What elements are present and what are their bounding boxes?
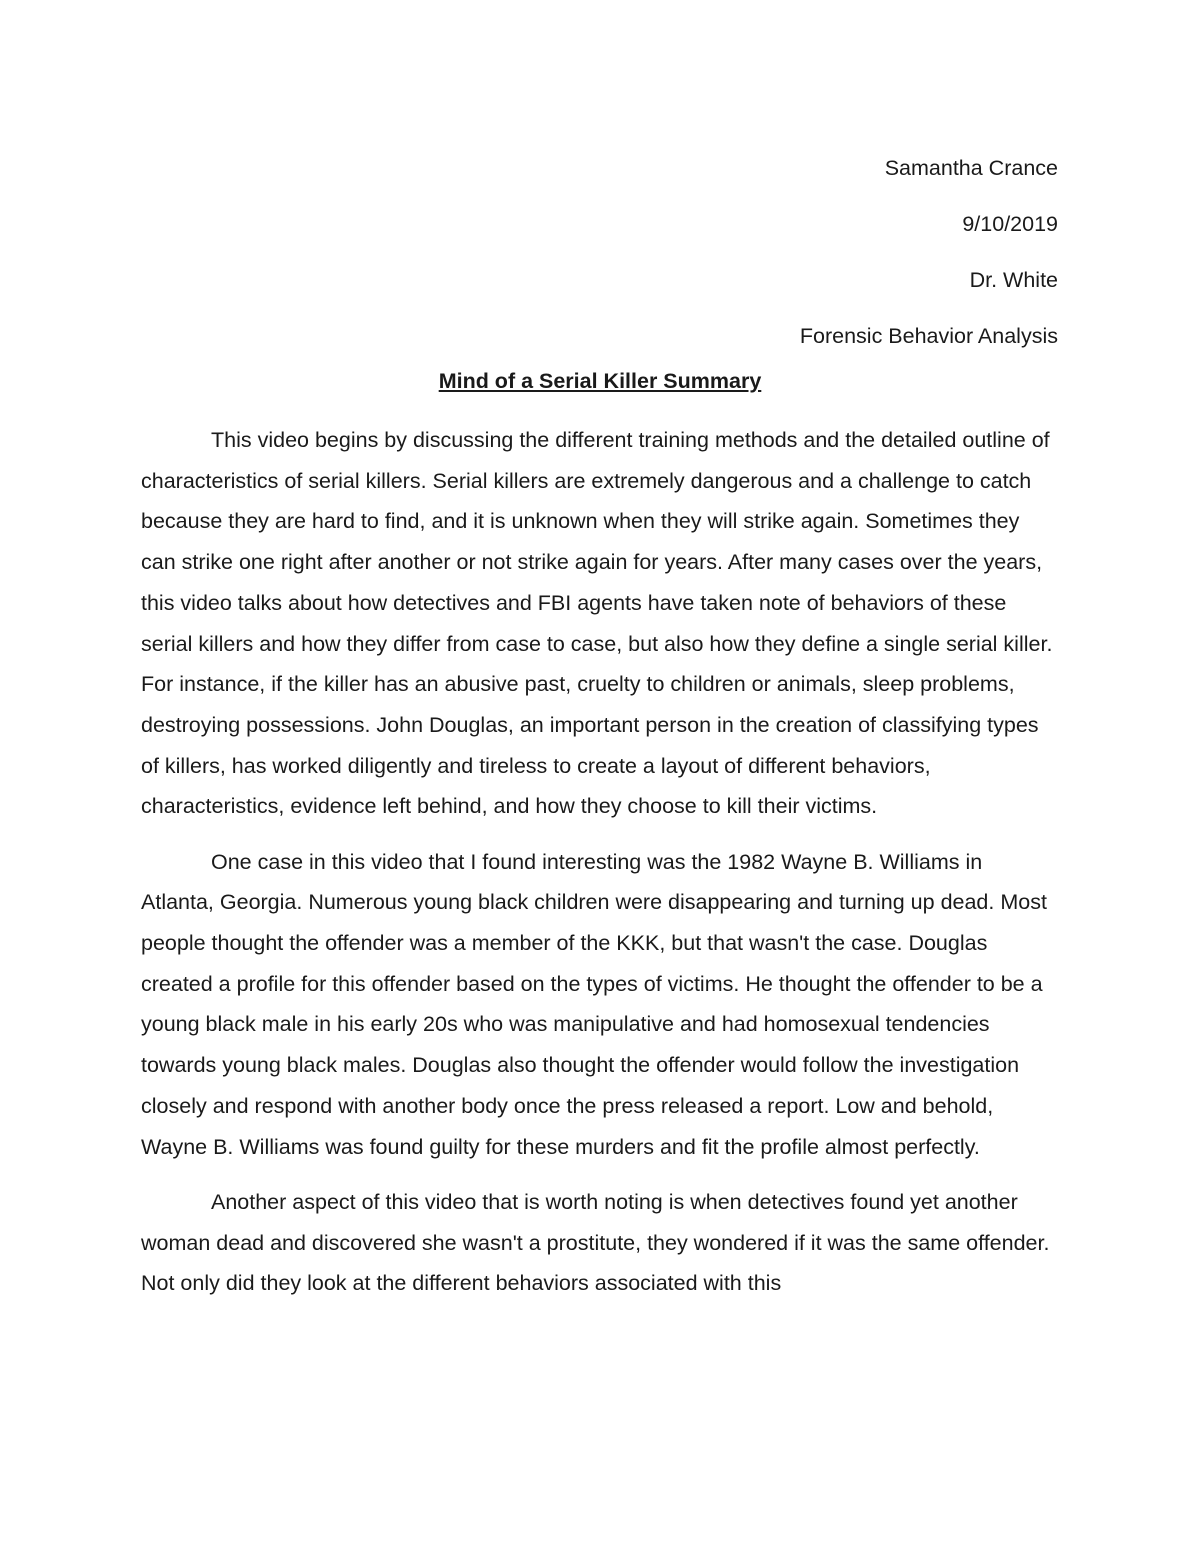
header-block (800, 140, 1058, 364)
date: 9/10/2019 (962, 212, 1058, 236)
course-name: Forensic Behavior Analysis (799, 324, 1058, 348)
author-name: Samantha Crance (884, 156, 1058, 180)
document-body (141, 420, 1059, 1319)
paragraph-1: This video begins by discussing the different training methods and the detailed outline of characteristics of serial killers. Serial killers are extremely dangerous and a challenge to catch because they are hard to find, and it is unknown when they will strike again. Sometimes they can strike one right after another or not strike again for years. After many cases over the years, this video talks about how detectives and FBI agents have taken note of behaviors of these serial killers and how they differ from case to case, but also how they define a single serial killer. For instance, if the killer has an abusive past, cruelty to children or animals, sleep problems, destroying possessions. John Douglas, an important person in the creation of classifying types of killers, has worked diligently and tireless to create a layout of different behaviors, characteristics, evidence left behind, and how they choose to kill their victims. (141, 428, 1053, 819)
instructor-name: Dr. White (969, 268, 1058, 292)
document-title: Mind of a Serial Killer Summary (438, 369, 762, 393)
paragraph-3: Another aspect of this video that is worth noting is when detectives found yet another woman dead and discovered she wasn't a prostitute, they wondered if it was the same offender. Not only did they look at the different behaviors associated with this (141, 1189, 1050, 1296)
paragraph-2: One case in this video that I found interesting was the 1982 Wayne B. Williams in Atlanta, Georgia. Numerous young black children were disappearing and turning up dead. Most people thought the offender was a member of the KKK, but that wasn't the case. Douglas created a profile for this offender based on the types of victims. He thought the offender to be a young black male in his early 20s who was manipulative and had homosexual tendencies towards young black males. Douglas also thought the offender would follow the investigation closely and respond with another body once the press released a report. Low and behold, Wayne B. Williams was found guilty for these murders and fit the profile almost perfectly. (141, 849, 1047, 1159)
